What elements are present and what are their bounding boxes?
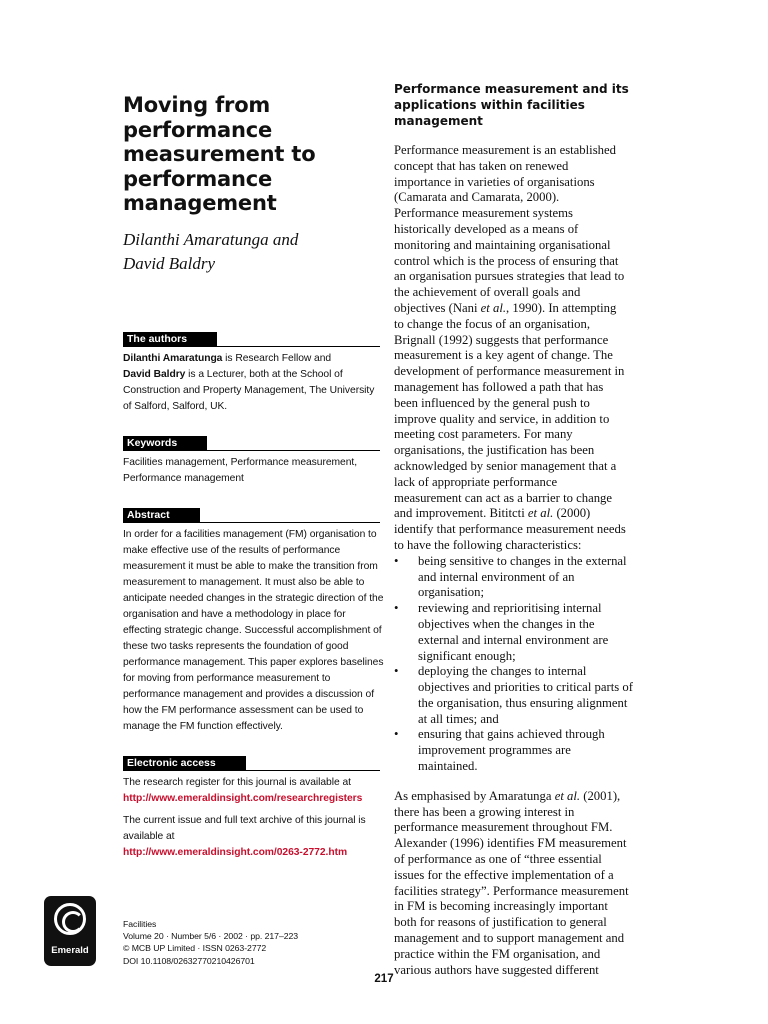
keywords-line: Performance management bbox=[123, 472, 244, 484]
body-line: various authors have suggested different bbox=[394, 962, 599, 977]
body-line: development of performance measurement in bbox=[394, 364, 625, 379]
title-line: measurement to bbox=[123, 142, 316, 166]
abstract-line: In order for a facilities management (FM) organisation to bbox=[123, 528, 377, 540]
body-line: measurement can act as a barrier to change bbox=[394, 490, 613, 505]
body-line: facilities strategy”. Performance measurement bbox=[394, 883, 629, 898]
body-line: Performance measurement is an established bbox=[394, 143, 616, 157]
body-line: measurement is a key agent of change. The bbox=[394, 348, 613, 363]
abstract-line: how the FM performance assessment can be used to bbox=[123, 704, 364, 716]
body-line: Performance measurement systems bbox=[394, 206, 573, 221]
author-name: Dilanthi Amaratunga bbox=[123, 352, 223, 364]
heading-line: management bbox=[394, 114, 483, 128]
author-name: David Baldry bbox=[123, 368, 186, 380]
list-item: • being sensitive to changes in the external bbox=[394, 554, 656, 570]
journal-archive-link[interactable]: http://www.emeraldinsight.com/0263-2772.htm bbox=[123, 846, 348, 858]
list-item: improvement programmes are bbox=[418, 743, 571, 758]
journal-copyright: © MCB UP Limited · ISSN 0263-2772 bbox=[123, 943, 267, 954]
keywords-text bbox=[123, 455, 385, 487]
abstract-text bbox=[123, 527, 385, 735]
authors-line bbox=[123, 367, 385, 383]
body-line: control which is the process of ensuring that bbox=[394, 253, 619, 268]
access-line: The current issue and full text archive of this journal is bbox=[123, 814, 366, 826]
body-line: practice within the FM organisation, and bbox=[394, 946, 601, 961]
body-line: the achievement of overall goals and bbox=[394, 285, 581, 300]
abstract-line: measurement to management. It must also be able to bbox=[123, 576, 365, 588]
authors-heading: The authors bbox=[123, 332, 217, 347]
research-register-link[interactable]: http://www.emeraldinsight.com/researchregisters bbox=[123, 792, 363, 804]
list-item: objectives when the changes in the bbox=[418, 616, 595, 631]
title-line: management bbox=[123, 191, 277, 215]
emerald-e-icon bbox=[54, 903, 86, 935]
list-item: • reviewing and reprioritising internal bbox=[394, 601, 656, 617]
section-heading bbox=[394, 81, 656, 129]
abstract-line: for moving from performance measurement to bbox=[123, 672, 331, 684]
abstract-line: performance management and provides a discussion of bbox=[123, 688, 375, 700]
list-item: maintained. bbox=[418, 759, 478, 774]
list-item: • ensuring that gains achieved through bbox=[394, 727, 656, 743]
authors-line: Construction and Property Management, The University bbox=[123, 384, 375, 396]
title-line: performance bbox=[123, 166, 273, 191]
abstract-line: these two tasks represents the foundation of good bbox=[123, 640, 349, 652]
abstract-line: performance management. This paper explores baselines bbox=[123, 656, 384, 668]
body-line: As emphasised by Amaratunga et al. (2001), bbox=[394, 788, 621, 803]
body-line: in FM is becoming increasingly important bbox=[394, 899, 608, 914]
abstract-line: manage the FM function effectively. bbox=[123, 720, 283, 732]
electronic-access-text bbox=[123, 775, 385, 861]
body-line: importance in varieties of organisations bbox=[394, 174, 595, 189]
abstract-line: measurement it must be able to make the transition from bbox=[123, 560, 378, 572]
page-number: 217 bbox=[374, 973, 394, 985]
authors-line-text: is Research Fellow and bbox=[222, 352, 332, 364]
body-line: to change the focus of an organisation, bbox=[394, 316, 591, 331]
author-line: Dilanthi Amaratunga and bbox=[123, 229, 299, 249]
body-line: to have the following characteristics: bbox=[394, 537, 582, 552]
body-line: an organisation pursues strategies that lead to bbox=[394, 269, 625, 284]
electronic-access-heading: Electronic access bbox=[123, 756, 246, 771]
heading-line: Performance measurement and its bbox=[394, 82, 629, 96]
body-line: concept that has taken on renewed bbox=[394, 158, 569, 173]
list-item: at all times; and bbox=[418, 711, 499, 726]
logo-word: Emerald bbox=[51, 945, 89, 956]
body-line: lack of appropriate performance bbox=[394, 474, 558, 489]
body-line: meeting cost parameters. For many bbox=[394, 427, 573, 442]
body-line: acknowledged by senior management that a bbox=[394, 458, 617, 473]
body-paragraph bbox=[394, 143, 656, 554]
et-al: et al. bbox=[554, 788, 581, 803]
et-al: et al. bbox=[480, 300, 507, 315]
article-title bbox=[123, 93, 385, 216]
body-line: improve quality and service, in addition to bbox=[394, 411, 610, 426]
journal-volume: Volume 20 · Number 5/6 · 2002 · pp. 217–223 bbox=[123, 931, 299, 942]
abstract-line: effecting strategic change. Successful accomplishment of bbox=[123, 624, 382, 636]
body-line: issues for the effective implementation of a bbox=[394, 867, 614, 882]
body-line: identify that performance measurement needs bbox=[394, 522, 626, 537]
list-item: objectives and priorities to critical parts of bbox=[418, 680, 633, 695]
author-line: David Baldry bbox=[123, 254, 216, 273]
body-paragraph bbox=[394, 789, 656, 979]
list-item: • deploying the changes to internal bbox=[394, 664, 656, 680]
electronic-access-section bbox=[123, 753, 385, 861]
body-line: management has followed a path that has bbox=[394, 379, 604, 394]
body-line: monitoring and maintaining organisational bbox=[394, 237, 611, 252]
body-line: management and to support management and bbox=[394, 931, 625, 946]
authors-line-text: is a Lecturer, both at the School of bbox=[185, 368, 343, 380]
body-line: historically developed as a means of bbox=[394, 221, 579, 236]
authors-line bbox=[123, 351, 385, 367]
body-line: Alexander (1996) identifies FM measurement bbox=[394, 836, 627, 851]
body-line: objectives (Nani et al., 1990). In attempting bbox=[394, 300, 617, 315]
left-column bbox=[123, 88, 385, 861]
journal-info bbox=[123, 918, 353, 967]
authors-line: of Salford, Salford, UK. bbox=[123, 400, 228, 412]
keywords-section bbox=[123, 433, 385, 487]
journal-name: Facilities bbox=[123, 919, 157, 929]
title-line: Moving from bbox=[123, 93, 271, 117]
body-line: there has been a growing interest in bbox=[394, 804, 575, 819]
list-item: external and internal environment are bbox=[418, 632, 609, 647]
characteristics-list bbox=[394, 554, 656, 775]
authors-section bbox=[123, 329, 385, 415]
list-item: significant enough; bbox=[418, 648, 516, 663]
access-line: The research register for this journal is available at bbox=[123, 776, 351, 788]
body-line: both for reasons of justification to general bbox=[394, 915, 607, 930]
list-item: organisation; bbox=[418, 585, 485, 600]
body-line: performance measurement throughout FM. bbox=[394, 820, 613, 835]
abstract-line: make effective use of the results of performance bbox=[123, 544, 341, 556]
right-column bbox=[394, 81, 656, 978]
body-line: Brignall (1992) suggests that performance bbox=[394, 332, 609, 347]
abstract-heading: Abstract bbox=[123, 508, 200, 523]
body-line: of performance as one of “three essential bbox=[394, 852, 602, 867]
et-al: et al. bbox=[527, 506, 554, 521]
body-line: been influenced by the general push to bbox=[394, 395, 590, 410]
body-line: organisations, the justification has been bbox=[394, 443, 595, 458]
title-line: performance bbox=[123, 117, 273, 142]
abstract-line: anticipate needed changes in the strategic direction of the bbox=[123, 592, 384, 604]
access-line: available at bbox=[123, 830, 175, 842]
body-line: and improvement. Bititcti et al. (2000) bbox=[394, 506, 591, 521]
journal-lines bbox=[123, 918, 353, 967]
authors-text bbox=[123, 351, 385, 415]
article-authors bbox=[123, 228, 385, 277]
abstract-section bbox=[123, 505, 385, 735]
body-line: (Camarata and Camarata, 2000). bbox=[394, 190, 560, 205]
list-item: the organisation, thus ensuring alignment bbox=[418, 695, 628, 710]
journal-doi: DOI 10.1108/02632770210426701 bbox=[123, 955, 255, 966]
keywords-heading: Keywords bbox=[123, 436, 207, 451]
list-item: and internal environment of an bbox=[418, 569, 575, 584]
body-text bbox=[394, 143, 656, 978]
abstract-line: organisation and have a methodology in place for bbox=[123, 608, 346, 620]
heading-line: applications within facilities bbox=[394, 98, 585, 112]
emerald-logo-icon bbox=[44, 896, 96, 966]
keywords-line: Facilities management, Performance measurement, bbox=[123, 456, 358, 468]
